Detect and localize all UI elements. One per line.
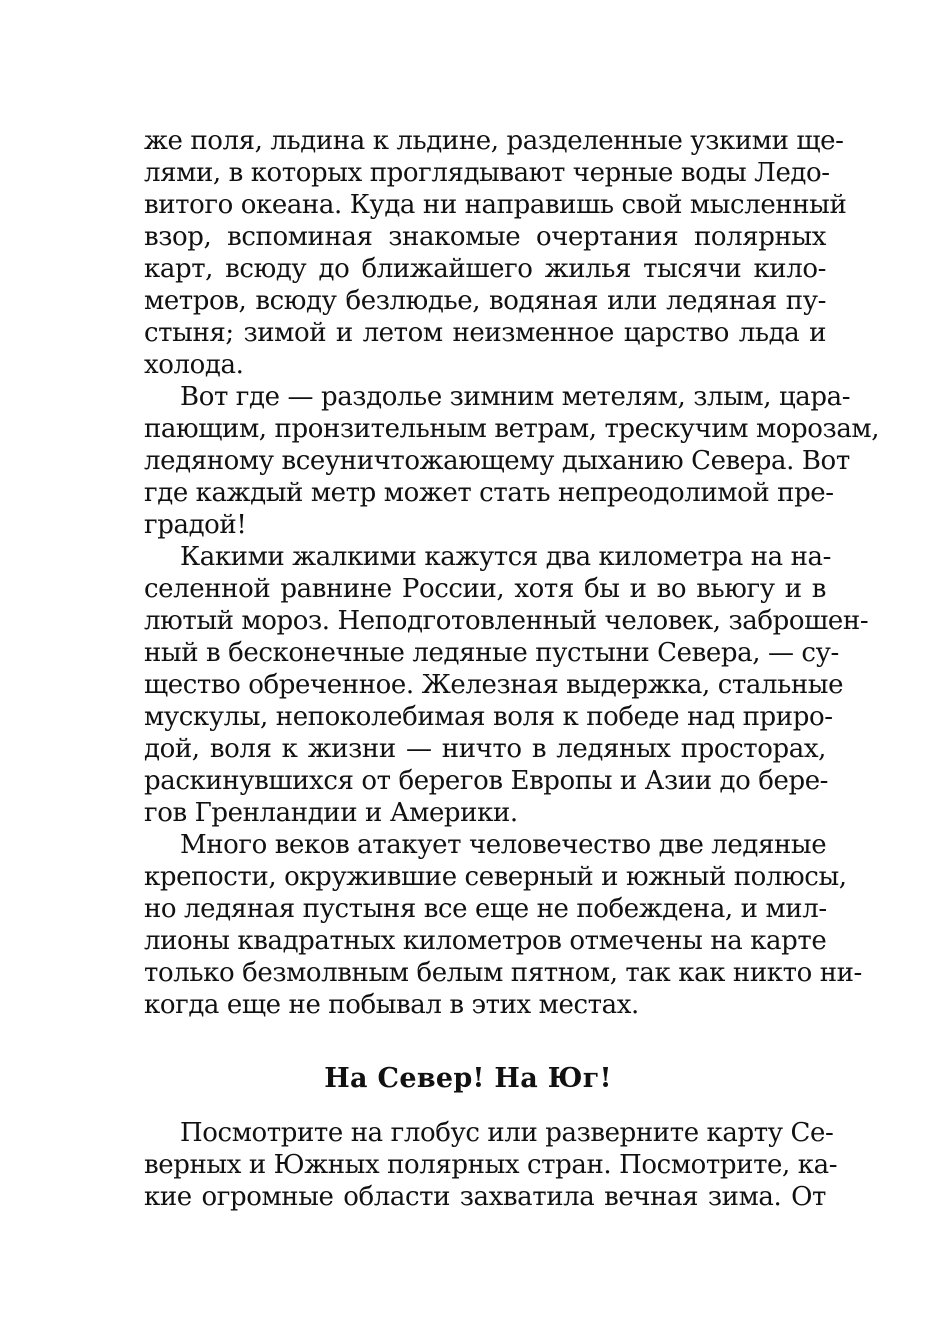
text-line: лионы квадратных километров отмечены на карте (144, 926, 827, 956)
text-line: дой, воля к жизни — ничто в ледяных просторах, (144, 734, 826, 764)
section-heading: На Север! На Юг! (324, 1063, 612, 1094)
text-line: где каждый метр может стать непреодолимой пре- (144, 478, 834, 508)
text-line: Посмотрите на глобус или разверните карту Се- (180, 1118, 834, 1148)
text-line: мускулы, непоколебимая воля к победе над приро- (144, 702, 833, 732)
text-line: метров, всюду безлюдье, водяная или ледяная пу- (144, 286, 826, 316)
text-line: Вот где — раздолье зимним метелям, злым, цара- (180, 382, 851, 412)
text-line: же поля, льдина к льдине, разделенные узкими ще- (144, 126, 844, 156)
text-line: витого океана. Куда ни направишь свой мысленный (144, 190, 847, 220)
text-line: гов Гренландии и Америки. (144, 798, 518, 828)
text-line: лями, в которых проглядывают черные воды Ледо- (144, 158, 830, 188)
text-line: крепости, окружившие северный и южный полюсы, (144, 862, 847, 892)
text-line: взор, вспоминая знакомые очертания полярных (144, 222, 826, 252)
text-line: когда еще не побывал в этих местах. (144, 990, 639, 1020)
text-line: только безмолвным белым пятном, так как никто ни- (144, 958, 862, 988)
text-line: Какими жалкими кажутся два километра на на- (180, 542, 832, 572)
text-line: раскинувшихся от берегов Европы и Азии до бере- (144, 766, 829, 796)
text-line: верных и Южных полярных стран. Посмотрите, ка- (144, 1150, 838, 1180)
text-line: но ледяная пустыня все еще не побеждена, и мил- (144, 894, 827, 924)
text-line: лютый мороз. Неподготовленный человек, заброшен- (144, 606, 869, 636)
text-line: селенной равнине России, хотя бы и во вьюгу и в (144, 574, 826, 604)
text-line: градой! (144, 510, 247, 540)
text-line: стыня; зимой и летом неизменное царство льда и (144, 318, 826, 348)
text-line: ный в бесконечные ледяные пустыни Севера, — су- (144, 638, 839, 668)
text-line: ледяному всеуничтожающему дыханию Севера. Вот (144, 446, 850, 476)
text-line: Много веков атакует человечество две ледяные (180, 830, 827, 860)
text-line: холода. (144, 350, 244, 380)
text-line: кие огромные области захватила вечная зима. От (144, 1182, 826, 1212)
text-line: щество обреченное. Железная выдержка, стальные (144, 670, 844, 700)
text-line: пающим, пронзительным ветрам, трескучим морозам, (144, 414, 880, 444)
text-line: карт, всюду до ближайшего жилья тысячи кило- (144, 254, 826, 284)
